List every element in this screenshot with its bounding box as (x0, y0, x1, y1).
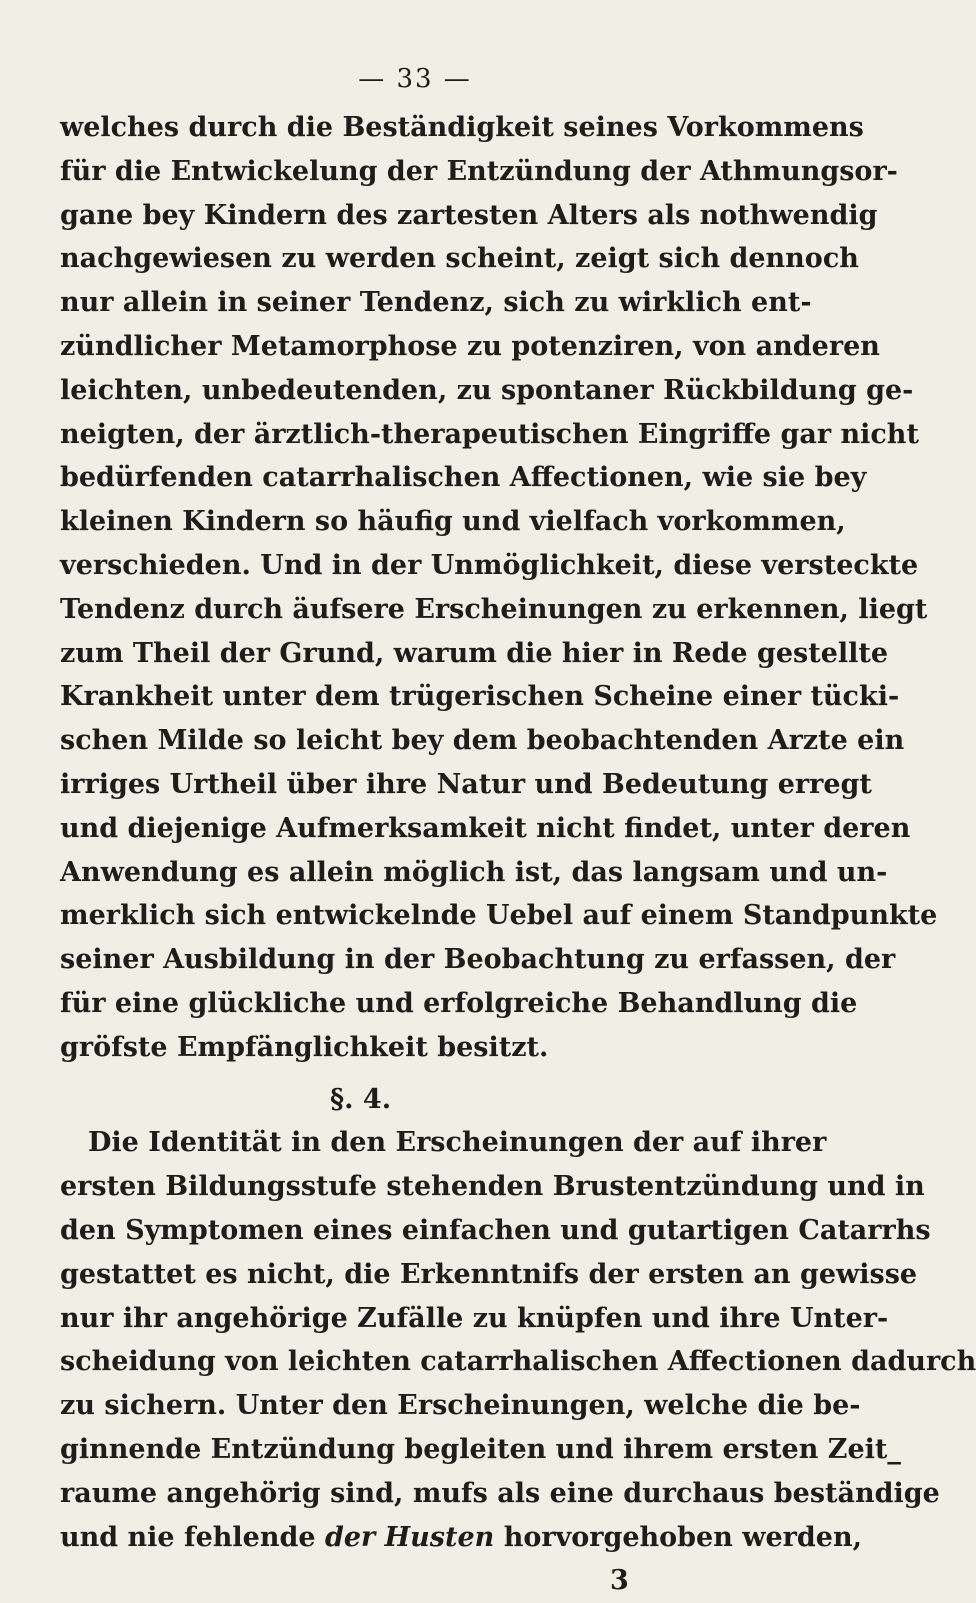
text-line: verschieden. Und in der Unmöglichkeit, diese versteckte (60, 549, 919, 581)
text-line: ersten Bildungsstufe stehenden Brustentzündung und in (60, 1171, 925, 1203)
paragraph-2 (60, 1121, 976, 1559)
text-line: und diejenige Aufmerksamkeit nicht findet, unter deren (60, 812, 911, 844)
text-line: bedürfenden catarrhalischen Affectionen, wie sie bey (60, 462, 867, 494)
text-line: gröfste Empfänglichkeit besitzt. (60, 1031, 549, 1063)
text-line: nur ihr angehörige Zufälle zu knüpfen und ihre Unter- (60, 1302, 889, 1334)
text-line: gestattet es nicht, die Erkenntnifs der ersten an gewisse (60, 1258, 918, 1290)
text-line: Tendenz durch äufsere Erscheinungen zu erkennen, liegt (60, 593, 928, 625)
text-line: merklich sich entwickelnde Uebel auf einem Standpunkte (60, 900, 938, 932)
text-line: gane bey Kindern des zartesten Alters als nothwendig (60, 199, 878, 231)
text-fragment: horvorgehoben werden, (503, 1521, 862, 1553)
signature-mark: 3 (610, 1565, 629, 1597)
text-fragment: und nie fehlende (60, 1521, 316, 1553)
text-line: zu sichern. Unter den Erscheinungen, welche die be- (60, 1390, 861, 1422)
text-line: scheidung von leichten catarrhalischen Affectionen dadurch (60, 1346, 976, 1378)
text-line: nur allein in seiner Tendenz, sich zu wirklich ent- (60, 287, 812, 319)
text-line: irriges Urtheil über ihre Natur und Bedeutung erregt (60, 768, 872, 800)
paragraph-1 (60, 106, 938, 1070)
emphasized-term: der Husten (324, 1521, 495, 1553)
text-line: nachgewiesen zu werden scheint, zeigt sich dennoch (60, 243, 859, 275)
text-line: Die Identität in den Erscheinungen der auf ihrer (88, 1127, 827, 1159)
text-line: leichten, unbedeutenden, zu spontaner Rückbildung ge- (60, 374, 914, 406)
section-heading: §. 4. (330, 1083, 392, 1115)
text-line: für eine glückliche und erfolgreiche Behandlung die (60, 987, 858, 1019)
text-line: Anwendung es allein möglich ist, das langsam und un- (60, 856, 888, 888)
text-line: zündlicher Metamorphose zu potenziren, von anderen (60, 330, 880, 362)
page-number: — 33 — (358, 64, 472, 94)
text-line: schen Milde so leicht bey dem beobachtenden Arzte ein (60, 725, 905, 757)
text-line: ginnende Entzündung begleiten und ihrem ersten Zeit_ (60, 1433, 901, 1465)
text-line: den Symptomen eines einfachen und gutartigen Catarrhs (60, 1214, 931, 1246)
text-line: seiner Ausbildung in der Beobachtung zu erfassen, der (60, 944, 896, 976)
text-line: raume angehörig sind, mufs als eine durchaus beständige (60, 1477, 940, 1509)
text-line: zum Theil der Grund, warum die hier in Rede gestellte (60, 637, 889, 669)
text-line: für die Entwickelung der Entzündung der Athmungsor- (60, 155, 898, 187)
text-line: Krankheit unter dem trügerischen Scheine einer tücki- (60, 681, 900, 713)
text-line: kleinen Kindern so häufig und vielfach vorkommen, (60, 506, 846, 538)
text-line: neigten, der ärztlich-therapeutischen Eingriffe gar nicht (60, 418, 919, 450)
text-line: welches durch die Beständigkeit seines Vorkommens (60, 112, 864, 143)
text-line-with-emphasis (60, 1516, 862, 1560)
